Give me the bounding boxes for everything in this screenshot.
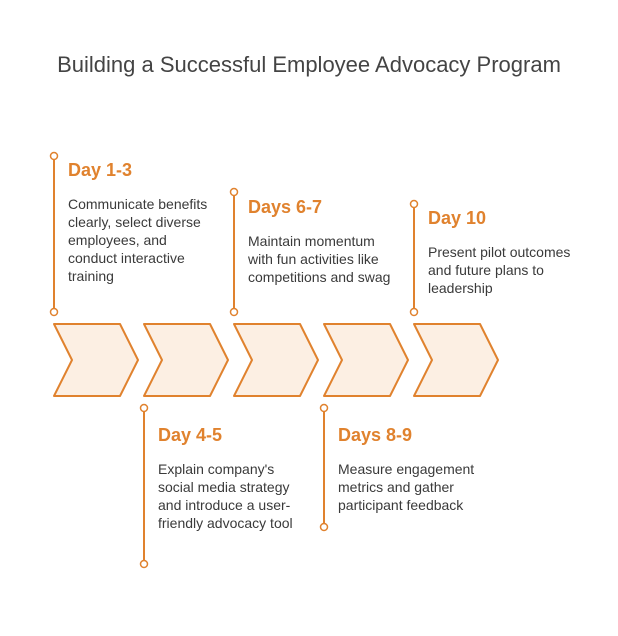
- connector-dot-3-bottom: [231, 309, 238, 316]
- connector-dot-1-bottom: [51, 309, 58, 316]
- connector-dot-2-top: [141, 405, 148, 412]
- chevron-5: [414, 324, 498, 396]
- step-2-label: Day 4-5: [158, 425, 223, 445]
- diagram-title: Building a Successful Employee Advocacy Program: [57, 52, 561, 77]
- step-1: [68, 159, 218, 285]
- connector-dot-5-top: [411, 201, 418, 208]
- step-4: [338, 424, 488, 514]
- connector-dot-4-bottom: [321, 524, 328, 531]
- step-2-description: Explain company's social media strategy and introduce a user-friendly advocacy tool: [158, 461, 293, 531]
- step-3-label: Days 6-7: [248, 197, 323, 217]
- step-5-description: Present pilot outcomes and future plans to leadership: [428, 244, 571, 296]
- chevron-1: [54, 324, 138, 396]
- step-3: [248, 196, 400, 286]
- step-5-label: Day 10: [428, 208, 487, 228]
- chevron-3: [234, 324, 318, 396]
- connector-dot-5-bottom: [411, 309, 418, 316]
- step-5: [428, 207, 578, 297]
- chevron-4: [324, 324, 408, 396]
- step-1-description: Communicate benefits clearly, select diverse employees, and conduct interactive training: [68, 196, 208, 284]
- step-3-description: Maintain momentum with fun activities like competitions and swag: [248, 233, 391, 285]
- connector-dot-2-bottom: [141, 561, 148, 568]
- connector-dot-4-top: [321, 405, 328, 412]
- step-4-description: Measure engagement metrics and gather participant feedback: [338, 461, 475, 513]
- chevron-2: [144, 324, 228, 396]
- step-2: [158, 424, 308, 532]
- connector-dot-1-top: [51, 153, 58, 160]
- step-4-label: Days 8-9: [338, 425, 413, 445]
- step-1-label: Day 1-3: [68, 160, 133, 180]
- connector-dot-3-top: [231, 189, 238, 196]
